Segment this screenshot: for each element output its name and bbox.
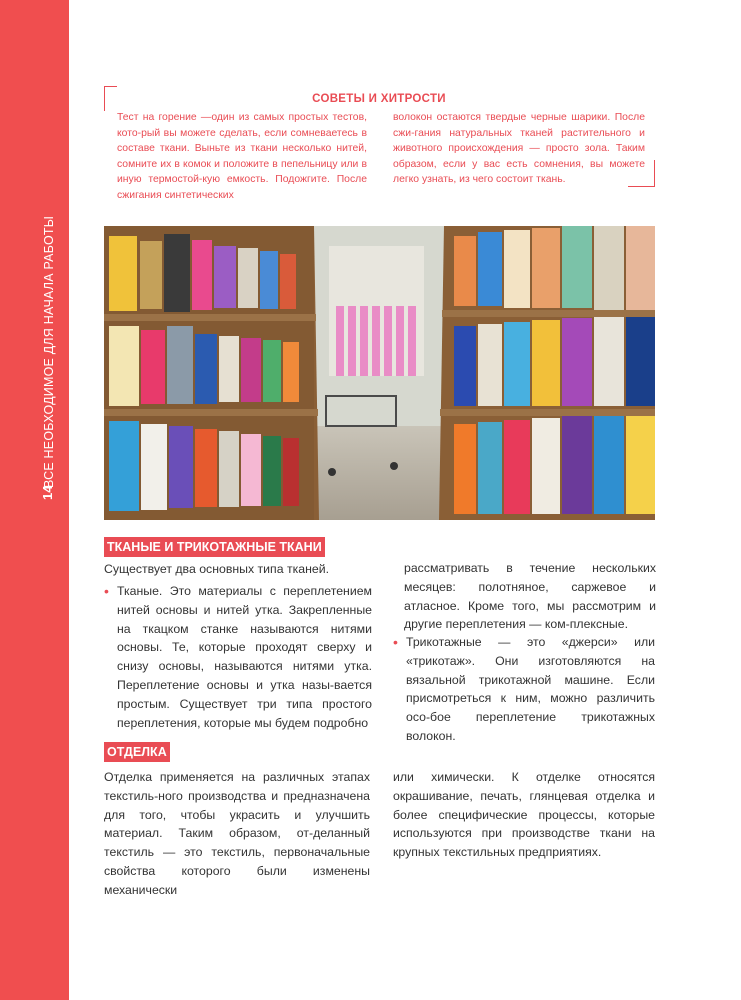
list-item-woven: • Тканые. Это материалы с переплетением нитей основы и нитей утка. Закрепленные на ткацком станке называются нитями основы. Те, которые проходят сверху и снизу основы, называются нитями утка. Переплетение основы и утка назы-вается простым. Существует три типа простого переплетения, которые мы будем подробно bbox=[104, 582, 372, 732]
tips-text-right: волокон остаются твердые черные шарики. После сжи-гания натуральных тканей растительного и животного происхождения — просто зола. Таким образом, если у вас есть сомнения, вы можете легко узнать, из чего состоит ткань. bbox=[393, 112, 645, 185]
tips-title: СОВЕТЫ И ХИТРОСТИ bbox=[312, 93, 446, 105]
list-item-knitted: • Трикотажные — это «джерси» или «трикотаж». Они изготовляются на вязальной трикотажной машине. Если присмотреться к ним, можно различить осо-бое переплетение трикотажных волокон. bbox=[393, 633, 655, 746]
finishing-text-right: или химически. К отделке относятся окрашивание, печать, глянцевая отделка и более специфические процессы, которые используются при производстве ткани на крупных текстильных предприятиях. bbox=[393, 770, 655, 860]
finishing-text-left: Отделка применяется на различных этапах текстиль-ного производства и предназначена для того, чтобы украсить и улучшить материал. Таким образом, от-деланный текстиль — это текстиль, первоначальные свойства которого были изменены механически bbox=[104, 770, 370, 897]
fabric-types-list-right bbox=[393, 633, 655, 746]
tips-text-left: Тест на горение —один из самых простых тестов, кото-рый вы можете сделать, если сомневаетесь в составе ткани. Выньте из ткани несколько нитей, сомните их в комок и положите в пепельницу или в иную термостой-кую емкость. Подожгите. После сжигания синтетических bbox=[117, 112, 367, 201]
list-item-woven-continued: рассматривать в течение нескольких месяцев: полотняное, саржевое и атласное. Кроме того, мы рассмотрим и другие переплетения — ком-плексные. bbox=[404, 561, 656, 632]
section-title-vertical: ВСЕ НЕОБХОДИМОЕ ДЛЯ НАЧАЛА РАБОТЫ bbox=[42, 216, 56, 488]
page-number: 14 bbox=[40, 485, 55, 500]
sidebar bbox=[0, 0, 69, 1000]
section-intro: Существует два основных типа тканей. bbox=[104, 562, 330, 576]
yarn-warehouse-photo bbox=[104, 226, 655, 520]
fabric-types-list bbox=[104, 582, 372, 732]
section-heading-fabrics: ТКАНЫЕ И ТРИКОТАЖНЫЕ ТКАНИ bbox=[104, 537, 325, 557]
section-heading-finishing: ОТДЕЛКА bbox=[104, 742, 170, 762]
